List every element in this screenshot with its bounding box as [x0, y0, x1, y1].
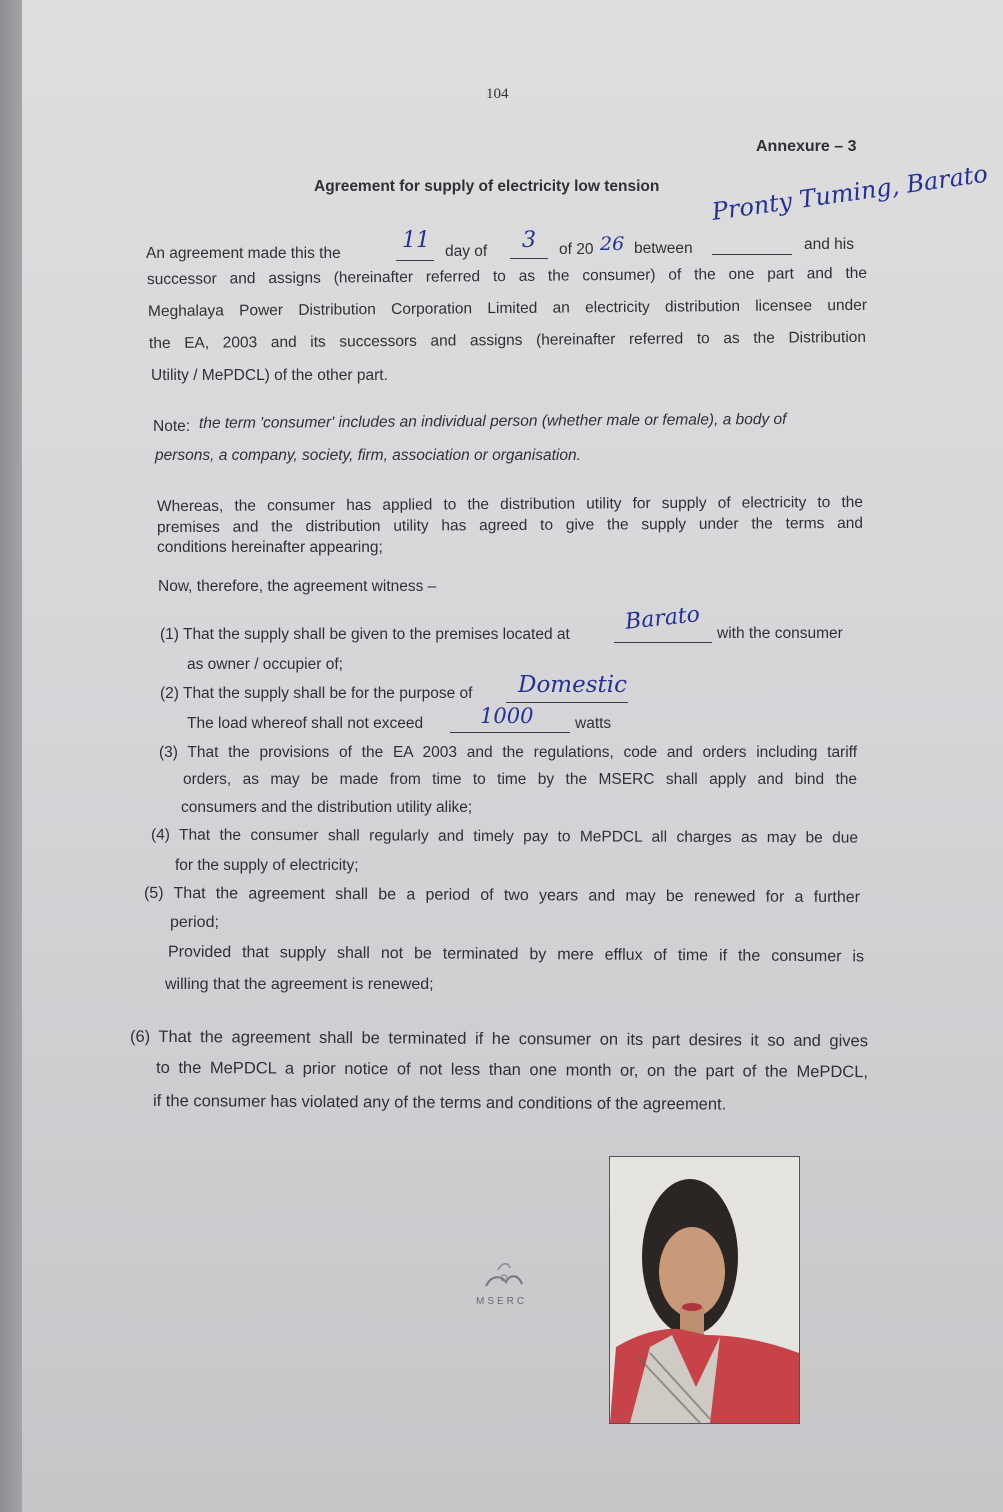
whereas-line: Whereas, the consumer has applied to the distribution utility for supply of electricity to the [156, 493, 864, 516]
whereas-line: conditions hereinafter appearing; [157, 539, 383, 556]
intro-line: successor and assigns (hereinafter referred to as the consumer) of the one part and the [146, 264, 868, 289]
handwritten-year: 26 [600, 233, 625, 255]
note-label: Note: [153, 418, 191, 435]
clause-text: if the consumer has violated any of the terms and conditions of the agreement. [152, 1092, 727, 1114]
clause-text: (4) That the consumer shall regularly and timely pay to MePDCL all charges as may be due [150, 826, 859, 847]
page-number: 104 [486, 86, 509, 102]
name-blank-line [712, 254, 792, 255]
note-text: persons, a company, society, firm, association or organisation. [155, 447, 581, 464]
document-title: Agreement for supply of electricity low tension [314, 178, 660, 195]
day-blank-line [396, 260, 434, 261]
load-blank-line [450, 732, 570, 733]
clause-text: for the supply of electricity; [175, 857, 359, 874]
intro-line: the EA, 2003 and its successors and assigns (hereinafter referred to as the Distribution [148, 328, 867, 353]
clause-text: (3) That the provisions of the EA 2003 and the regulations, code and orders including tariff [159, 744, 857, 761]
handwritten-location: Barato [623, 602, 702, 635]
photo-image [610, 1157, 799, 1423]
handwritten-load: 1000 [480, 704, 534, 728]
consumer-photo [609, 1156, 800, 1424]
intro-text: of 20 [559, 241, 594, 258]
clause-text: watts [575, 715, 612, 732]
mserc-emblem-icon [472, 1256, 542, 1296]
handwritten-consumer-name: Pronty Tuming, Barato [710, 159, 990, 226]
intro-text: An agreement made this the [146, 245, 341, 262]
witness-heading: Now, therefore, the agreement witness – [158, 578, 437, 595]
intro-text: between [634, 240, 693, 257]
handwritten-purpose: Domestic [518, 672, 627, 698]
clause-text: orders, as may be made from time to time by the MSERC shall apply and bind the [183, 771, 857, 788]
clause-text: Provided that supply shall not be terminated by mere efflux of time if the consumer is [167, 943, 865, 966]
whereas-line: premises and the distribution utility has agreed to give the supply under the terms and [156, 514, 864, 537]
clause-text: (6) That the agreement shall be terminated if he consumer on its part desires it so and gives [129, 1027, 869, 1051]
handwritten-month: 3 [522, 228, 536, 253]
location-blank-line [614, 642, 712, 643]
clause-text: The load whereof shall not exceed [187, 715, 424, 732]
mserc-logo [472, 1256, 542, 1316]
clause-text: (1) That the supply shall be given to the premises located at [160, 626, 570, 643]
logo-text: MSERC [476, 1296, 528, 1307]
clause-text: period; [170, 914, 219, 931]
clause-text: as owner / occupier of; [187, 656, 343, 673]
annexure-label: Annexure – 3 [756, 138, 857, 155]
clause-text: willing that the agreement is renewed; [165, 976, 434, 993]
clause-text: consumers and the distribution utility alike; [181, 799, 473, 816]
clause-text: to the MePDCL a prior notice of not less than one month or, on the part of the MePDCL, [155, 1058, 869, 1082]
month-blank-line [510, 258, 548, 259]
purpose-blank-line [506, 702, 628, 703]
intro-line: Meghalaya Power Distribution Corporation Limited an electricity distribution licensee under [147, 296, 868, 321]
intro-line: Utility / MePDCL) of the other part. [151, 367, 388, 384]
intro-text: and his [804, 236, 854, 253]
clause-text: with the consumer [717, 625, 843, 642]
intro-text: day of [445, 243, 488, 260]
clause-text: (5) That the agreement shall be a period of two years and may be renewed for a further [143, 884, 861, 907]
document-page [22, 0, 1003, 1512]
note-text: the term 'consumer' includes an individual person (whether male or female), a body of [198, 410, 787, 432]
clause-text: (2) That the supply shall be for the purpose of [160, 685, 473, 702]
handwritten-day: 11 [402, 228, 430, 253]
